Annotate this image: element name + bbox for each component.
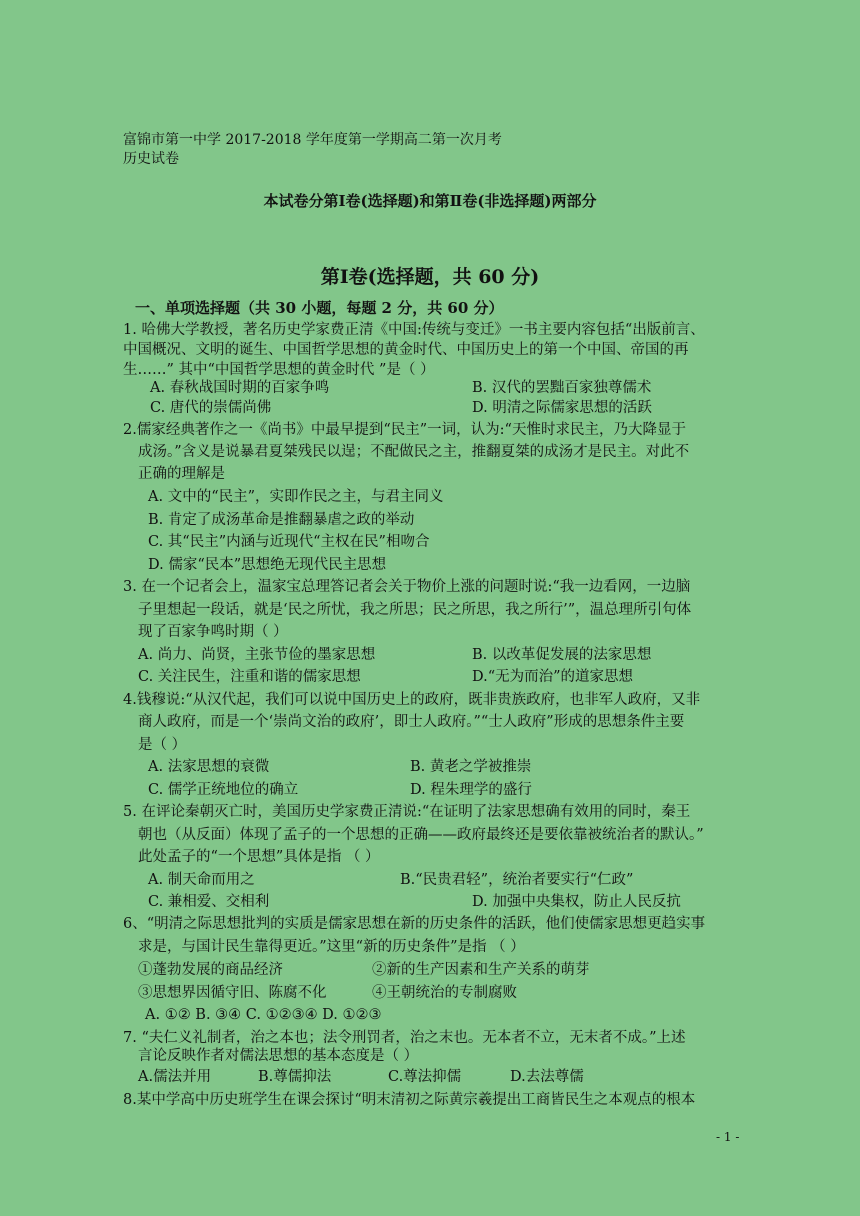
exam-structure-note: 本试卷分第Ⅰ卷(选择题)和第Ⅱ卷(非选择题)两部分: [263, 192, 597, 210]
question-line: 言论反映作者对儒法思想的基本态度是（ ）: [138, 1048, 419, 1064]
option-item: B. 肯定了成汤革命是推翻暴虐之政的举动: [148, 512, 415, 528]
question-line: 现了百家争鸣时期（ ）: [138, 624, 288, 640]
option-item: C. 其“民主”内涵与近现代“主权在民”相吻合: [148, 534, 430, 550]
option-item: D. 明清之际儒家思想的活跃: [472, 400, 652, 416]
option-item: A. 法家思想的衰微: [148, 759, 270, 775]
question-line: 中国概况、文明的诞生、中国哲学思想的黄金时代、中国历史上的第一个中国、帝国的再: [123, 342, 689, 358]
option-item: B. 汉代的罢黜百家独尊儒术: [472, 380, 652, 396]
question-line: 求是，与国计民生靠得更近。”这里“新的历史条件”是指 （ ）: [138, 939, 525, 955]
question-line: 1. 哈佛大学教授，著名历史学家费正清《中国:传统与变迁》一书主要内容包括“出版前言、: [123, 322, 705, 338]
option-item: C. 唐代的崇儒尚佛: [150, 400, 272, 416]
question-line: 2.儒家经典著作之一《尚书》中最早提到“民主”一词，认为:“天惟时求民主，乃大降显于: [123, 422, 686, 438]
option-item: A. 文中的“民主”，实即作民之主，与君主同义: [148, 489, 444, 505]
option-item: B.“民贵君轻”，统治者要实行“仁政”: [400, 872, 634, 888]
part-title: 第Ⅰ卷(选择题，共 60 分): [320, 266, 540, 288]
question-line: 生……” 其中“中国哲学思想的黄金时代 ”是（ ）: [123, 362, 435, 378]
question-line: 正确的理解是: [138, 466, 225, 482]
option-item: ①蓬勃发展的商品经济: [138, 962, 283, 978]
question-line: 7. “夫仁义礼制者，治之本也；法令刑罚者，治之末也。无本者不立，无末者不成。”上述: [123, 1030, 686, 1046]
question-line: 朝也（从反面）体现了孟子的一个思想的正确——政府最终还是要依靠被统治者的默认。”: [138, 827, 704, 843]
section-title: 一、单项选择题（共 30 小题，每题 2 分，共 60 分）: [135, 299, 504, 317]
option-item: ④王朝统治的专制腐败: [372, 985, 517, 1001]
option-item: D.“无为而治”的道家思想: [472, 669, 634, 685]
option-item: B. 黄老之学被推崇: [410, 759, 532, 775]
page-number: - 1 -: [716, 1130, 740, 1144]
option-item: A. 制天命而用之: [148, 872, 255, 888]
option-item: D.去法尊儒: [510, 1069, 584, 1085]
question-line: 6、“明清之际思想批判的实质是儒家思想在新的历史条件的活跃，他们使儒家思想更趋实事: [123, 916, 706, 932]
option-item: D. 儒家“民本”思想绝无现代民主思想: [148, 557, 387, 573]
option-item: A. 尚力、尚贤，主张节俭的墨家思想: [138, 647, 376, 663]
option-item: A.儒法并用: [138, 1069, 212, 1085]
question-line: 8.某中学高中历史班学生在课会探讨“明末清初之际黄宗羲提出工商皆民生之本观点的根本: [123, 1092, 696, 1108]
option-item: A. 春秋战国时期的百家争鸣: [150, 380, 330, 396]
question-line: 5. 在评论秦朝灭亡时，美国历史学家费正清说:“在证明了法家思想确有效用的同时，秦王: [123, 804, 691, 820]
question-line: 子里想起一段话，就是‘民之所忧，我之所思；民之所思，我之所行’”，温总理所引句体: [138, 602, 692, 618]
answer-choices: A. ①② B. ③④ C. ①②③④ D. ①②③: [145, 1007, 382, 1023]
question-line: 商人政府，而是一个‘崇尚文治的政府’，即士人政府。”“士人政府”形成的思想条件主要: [138, 714, 685, 730]
option-item: C. 兼相爱、交相利: [148, 894, 270, 910]
option-item: B.尊儒抑法: [258, 1069, 332, 1085]
option-item: B. 以改革促发展的法家思想: [472, 647, 652, 663]
option-item: ③思想界因循守旧、陈腐不化: [138, 985, 327, 1001]
school-header: 富锦市第一中学 2017-2018 学年度第一学期高二第一次月考: [123, 132, 502, 148]
question-line: 4.钱穆说:“从汉代起，我们可以说中国历史上的政府，既非贵族政府，也非军人政府，又非: [123, 692, 701, 708]
option-item: D. 程朱理学的盛行: [410, 782, 532, 798]
question-line: 此处孟子的“一个思想”具体是指 （ ）: [138, 849, 380, 865]
option-item: C.尊法抑儒: [388, 1069, 462, 1085]
option-item: C. 关注民生，注重和谐的儒家思想: [138, 669, 361, 685]
subject-header: 历史试卷: [123, 151, 179, 167]
question-line: 成汤。”含义是说暴君夏桀残民以逞；不配做民之主，推翻夏桀的成汤才是民主。对此不: [138, 444, 690, 460]
question-line: 是（ ）: [138, 737, 187, 753]
option-item: ②新的生产因素和生产关系的萌芽: [372, 962, 590, 978]
option-item: C. 儒学正统地位的确立: [148, 782, 299, 798]
question-line: 3. 在一个记者会上，温家宝总理答记者会关于物价上涨的问题时说:“我一边看网，一边脑: [123, 579, 691, 595]
option-item: D. 加强中央集权，防止人民反抗: [472, 894, 681, 910]
